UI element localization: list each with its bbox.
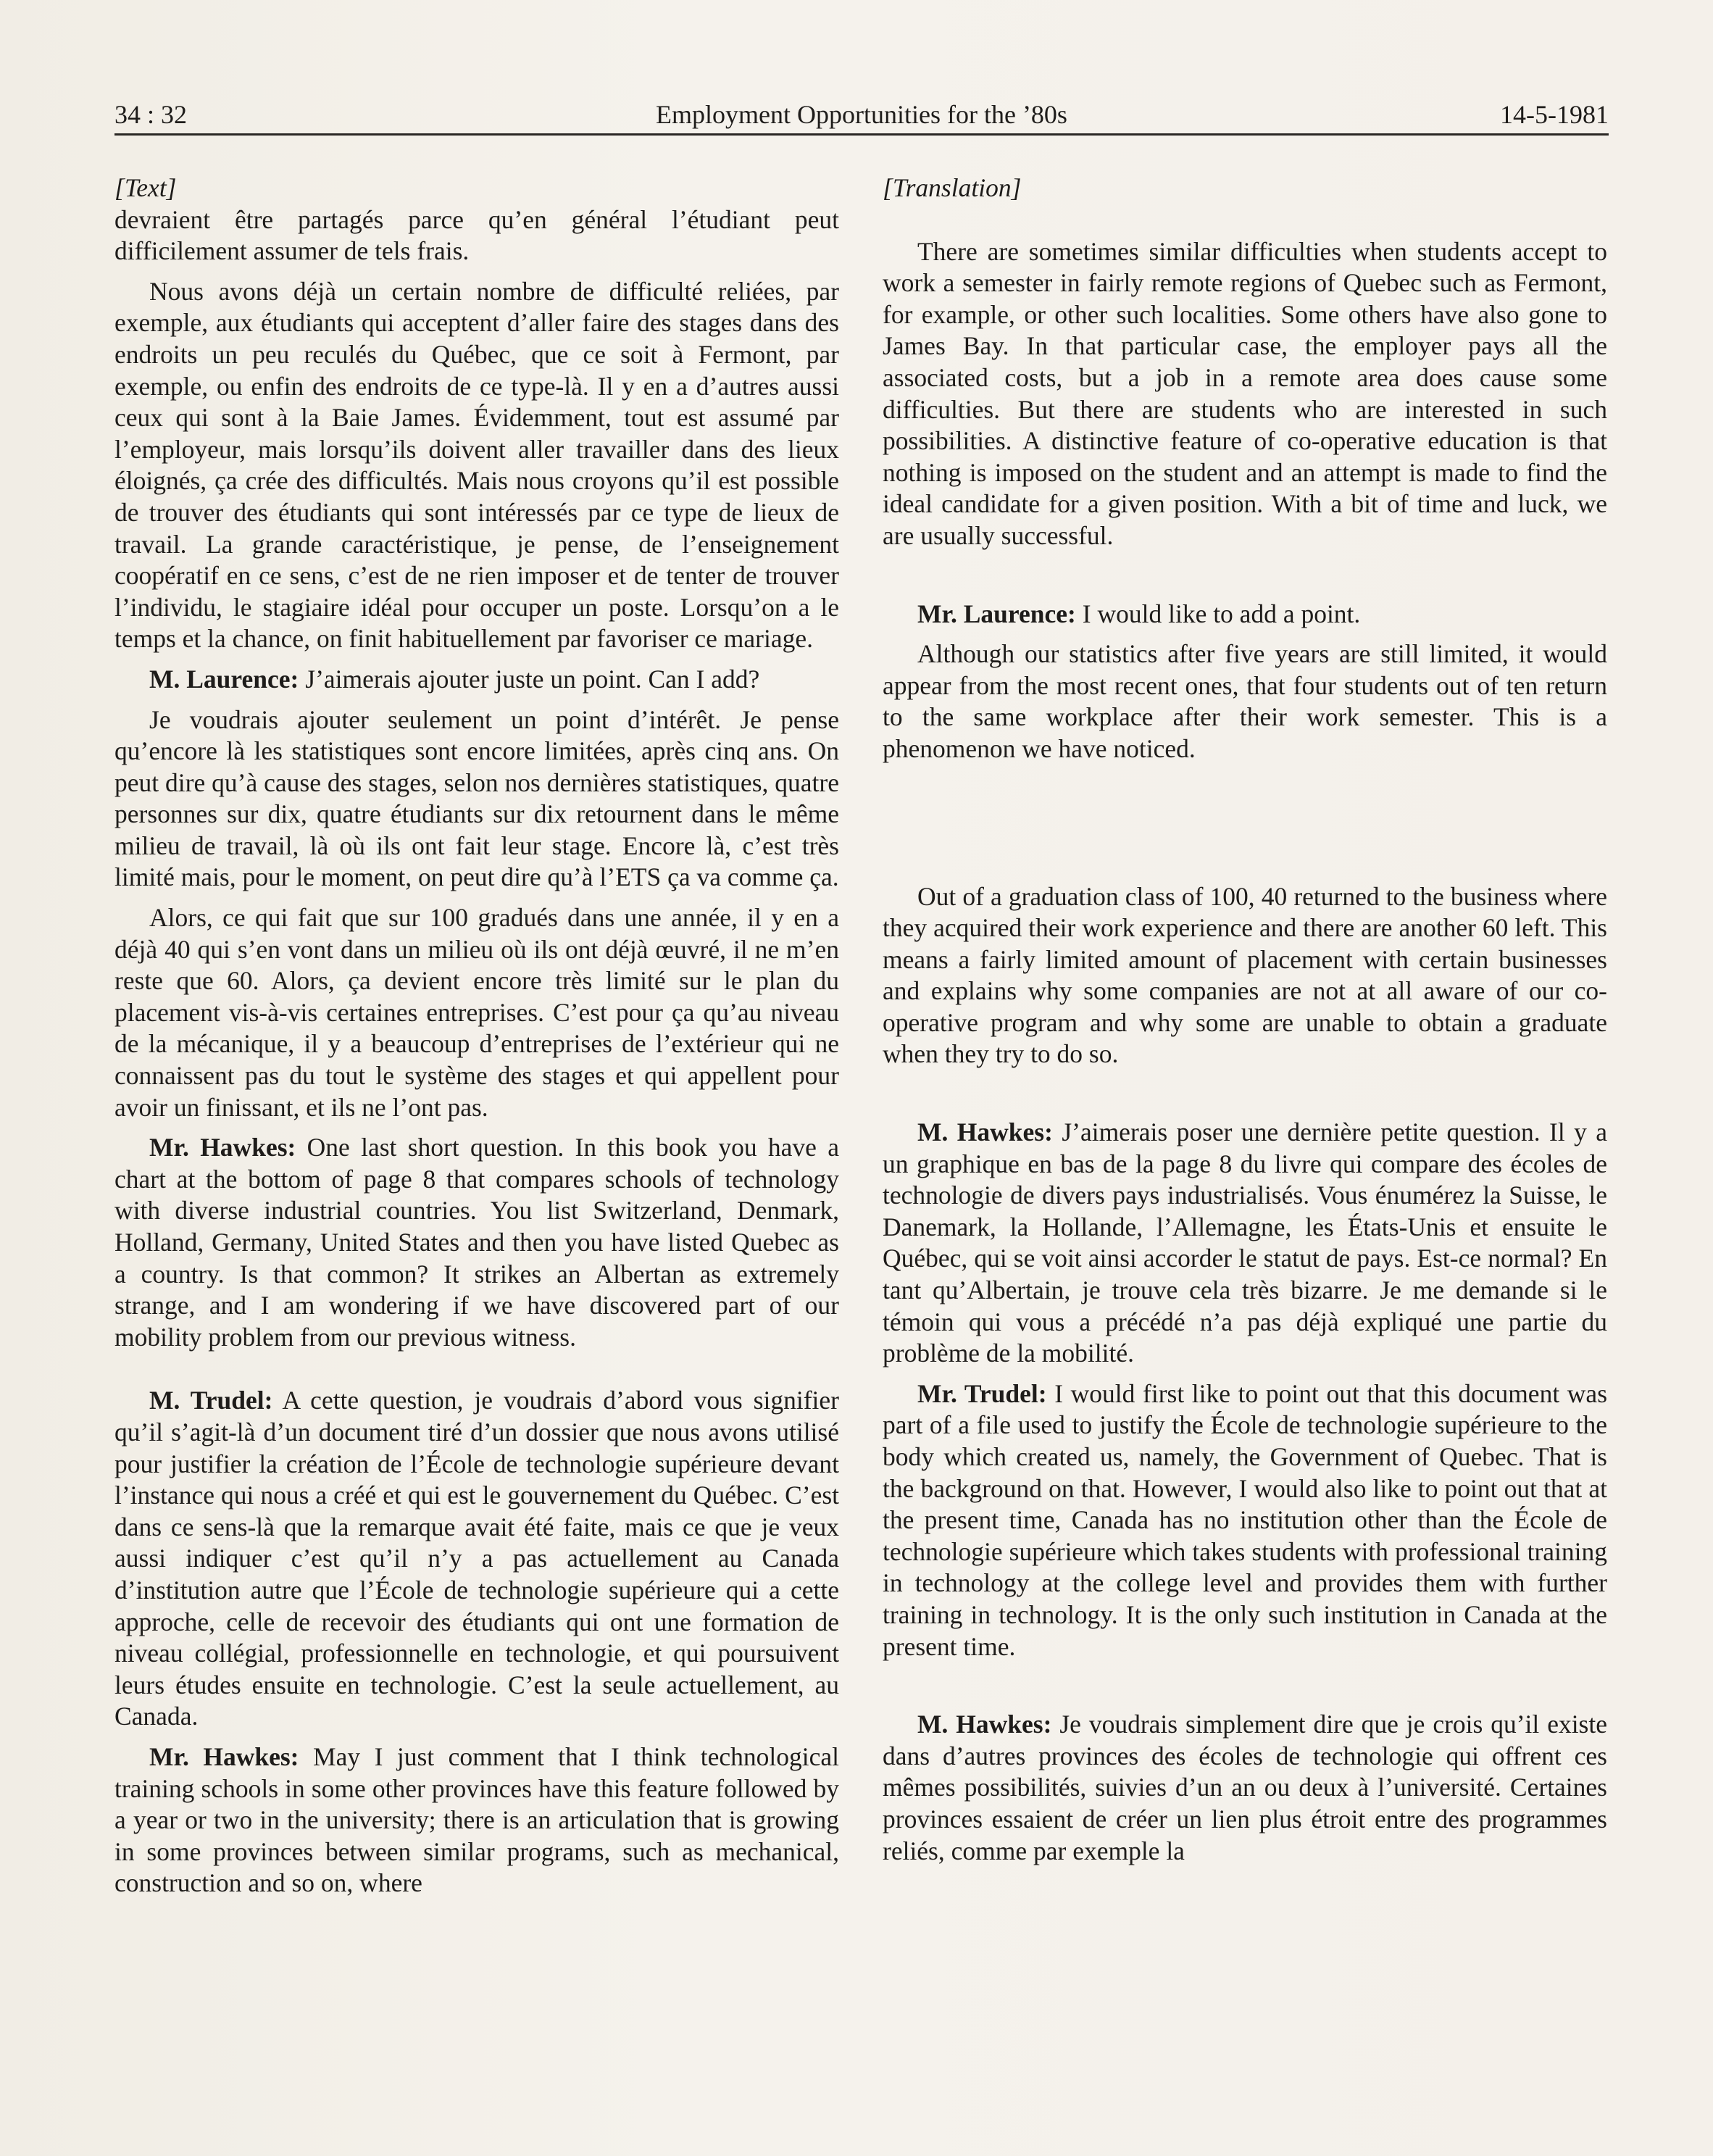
speaker-name: Mr. Trudel: — [917, 1378, 1047, 1408]
speaker-name: M. Hawkes: — [917, 1710, 1052, 1739]
speech-text: Je voudrais simplement dire que je crois qu’il existe dans d’autres provinces des écoles de technologie qui offrent ces mêmes possibilités, suivies d’un an ou deux à l’université. Certaines provinces essaient de créer un lien plus étroit entre des programmes reliés, comme par exemple la — [883, 1710, 1607, 1865]
speech-paragraph — [114, 1132, 839, 1353]
paragraph: Je voudrais ajouter seulement un point d’intérêt. Je pense qu’encore là les statistiques sont encore limitées, après cinq ans. On peut dire qu’à cause des stages, selon nos dernières statistiques, quatre personnes sur dix, quatre étudiants sur dix retournent dans le même milieu de travail, là où ils ont fait leur stage. Encore là, c’est très limité mais, pour le moment, on peut dire qu’à l’ETS ça va comme ça. — [114, 704, 839, 892]
paragraph: There are sometimes similar difficulties when students accept to work a semester in fairly remote regions of Quebec such as Fermont, for example, or other such localities. Some others have also gone to James Bay. In that particular case, the employer pays all the associated costs, but a job in a remote area does cause some difficulties. But there are students who are interested in such possibilities. A distinctive feature of co-operative education is that nothing is imposed on the student and an attempt is made to find the ideal candidate for a given position. With a bit of time and luck, we are usually successful. — [883, 236, 1607, 550]
running-title: Employment Opportunities for the ’80s — [656, 100, 1067, 129]
speech-text: J’aimerais ajouter juste un point. Can I add? — [299, 664, 760, 694]
speech-text: May I just comment that I think technological training schools in some other provinces have this feature followed by a year or two in the university; there is an articulation that is growing in some provinces between similar programs, such as mechanical, construction and so on, where — [114, 1741, 839, 1898]
speech-paragraph — [883, 599, 1607, 630]
speech-paragraph — [114, 1741, 839, 1899]
header-rule — [114, 133, 1609, 136]
paragraph: Out of a graduation class of 100, 40 returned to the business where they acquired their work experience and there are another 60 left. This means a fairly limited amount of placement with certain businesses and explains why some companies are not at all aware of our co-operative program and why some are unable to obtain a graduate when they try to do so. — [883, 881, 1607, 1069]
page-number: 34 : 32 — [114, 100, 188, 129]
speech-paragraph — [883, 1709, 1607, 1867]
speaker-name: M. Laurence: — [149, 664, 299, 694]
speech-text: A cette question, je voudrais d’abord vous signifier qu’il s’agit-là d’un document tiré d’un dossier que nous avons utilisé pour justifier la création de l’École de technologie supérieure devant l’instance qui nous a créé et qui est le gouvernement du Québec. C’est dans ce sens-là que la remarque avait été faite, mais ce que je veux aussi indiquer c’est qu’il n’y a pas actuellement au Canada d’institution autre que l’École de technologie supérieure qui a cette approche, celle de recevoir des étudiants qui ont une formation de niveau collégial, professionnelle en technologie, et qui poursuivent leurs études ensuite en technologie. C’est la seule actuellement, au Canada. — [114, 1386, 839, 1731]
speech-text: J’aimerais poser une dernière petite question. Il y a un graphique en bas de la page 8 du livre qui compare des écoles de technologie de divers pays industrialisés. Vous énumérez la Suisse, le Danemark, la Hollande, l’Allemagne, les États-Unis et ensuite le Québec, qui se voit ainsi accorder le statut de pays. Est-ce normal? En tant qu’Albertain, je trouve cela très bizarre. Je me demande si le témoin qui vous a précédé n’a pas déjà expliqué une partie du problème de la mobilité. — [883, 1117, 1607, 1368]
speaker-name: M. Trudel: — [149, 1386, 273, 1415]
header-date: 14-5-1981 — [1500, 100, 1609, 129]
speech-text: I would first like to point out that this document was part of a file used to justify the École de technologie supérieure to the body which created us, namely, the Government of Quebec. That is the background on that. However, I would also like to point out that at the present time, Canada has no institution other than the École de technologie supérieure which takes students with professional training in technology at the college level and provides them with further training in technology. It is the only such institution in Canada at the present time. — [883, 1378, 1608, 1661]
column-label-translation: [Translation] — [883, 173, 1022, 202]
speech-paragraph — [883, 1378, 1607, 1662]
paragraph: Nous avons déjà un certain nombre de difficulté reliées, par exemple, aux étudiants qui acceptent d’aller faire des stages dans des endroits un peu reculés du Québec, que ce soit à Fermont, par exemple, ou enfin des endroits de ce type-là. Il y en a d’autres aussi ceux qui sont à la Baie James. Évidemment, tout est assumé par l’employeur, mais lorsqu’ils doivent aller travailler dans des lieux éloignés, ça crée des difficultés. Mais nous croyons qu’il est possible de trouver des étudiants qui sont intéressés par ce type de lieux de travail. La grande caractéristique, je pense, de l’enseignement coopératif en ce sens, c’est de ne rien imposer et de tenter de trouver l’individu, le stagiaire idéal pour occuper un poste. Lorsqu’on a le temps et la chance, on finit habituellement par favoriser ce mariage. — [114, 276, 839, 654]
speaker-name: Mr. Hawkes: — [149, 1133, 296, 1162]
speech-paragraph — [883, 1117, 1607, 1370]
right-column — [883, 172, 1607, 1867]
paragraph: Alors, ce qui fait que sur 100 gradués dans une année, il y en a déjà 40 qui s’en vont dans un milieu où ils ont déjà œuvré, il ne m’en reste que 60. Alors, ça devient encore très limité sur le plan du placement vis-à-vis certaines entreprises. C’est pour ça qu’au niveau de la mécanique, il y a beaucoup d’entreprises de l’extérieur qui ne connaissent pas du tout le système des stages et qui appellent pour avoir un finissant, et ils ne l’ont pas. — [114, 903, 839, 1122]
speaker-name: Mr. Hawkes: — [149, 1741, 299, 1771]
speech-paragraph — [114, 1385, 839, 1733]
page-header — [114, 94, 1609, 135]
speaker-name: M. Hawkes: — [917, 1117, 1053, 1147]
paragraph: devraient être partagés parce qu’en général l’étudiant peut difficilement assumer de tels frais. — [114, 204, 839, 266]
speech-text: One last short question. In this book you have a chart at the bottom of page 8 that compares schools of technology with diverse industrial countries. You list Switzerland, Denmark, Holland, Germany, United States and then you have listed Quebec as a country. Is that common? It strikes an Albertan as extremely strange, and I am wondering if we have discovered part of our mobility problem from our previous witness. — [114, 1133, 839, 1352]
speech-text: I would like to add a point. — [1075, 599, 1361, 628]
paragraph: Although our statistics after five years are still limited, it would appear from the most recent ones, that four students out of ten return to the same workplace after their work semester. This is a phenomenon we have noticed. — [883, 639, 1607, 763]
column-label-text: [Text] — [114, 173, 177, 202]
speech-paragraph — [114, 664, 839, 696]
left-column — [114, 172, 839, 1899]
speaker-name: Mr. Laurence: — [917, 599, 1076, 628]
